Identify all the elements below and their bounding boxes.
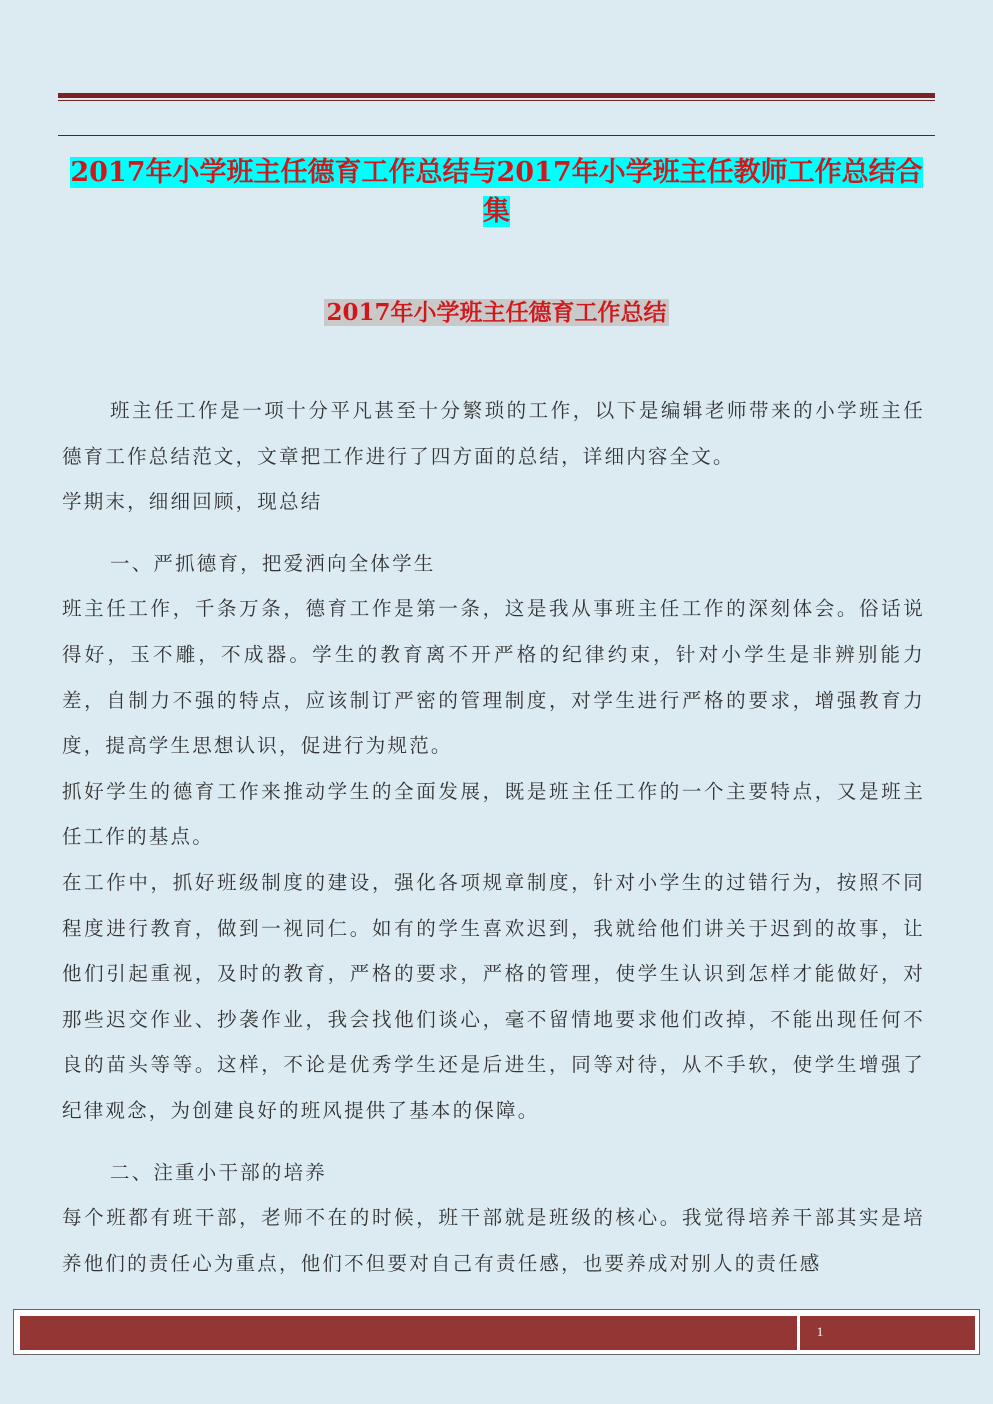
paragraph-moral-education: 班主任工作，千条万条，德育工作是第一条，这是我从事班主任工作的深刻体会。俗话说得好，玉不雕，不成器。学生的教育离不开严格的纪律约束，针对小学生是非辨别能力差，自制力不强的特点，应该制订严密的管理制度，对学生进行严格的要求，增强教育力度，提高学生思想认识，促进行为规范。: [62, 597, 925, 758]
section-title: 2017年小学班主任德育工作总结: [326, 299, 667, 326]
footer-bar-right: [800, 1316, 975, 1350]
page-number: 1: [816, 1324, 824, 1339]
paragraph-class-leaders: 每个班都有班干部，老师不在的时候，班干部就是班级的核心。我觉得培养干部其实是培养他们的责任心为重点，他们不但要对自己有责任感，也要养成对别人的责任感: [62, 1206, 925, 1275]
paragraph-summary-lead: 学期末，细细回顾，现总结: [62, 490, 323, 514]
paragraph-foundation: 抓好学生的德育工作来推动学生的全面发展，既是班主任工作的一个主要特点，又是班主任工作的基点。: [62, 779, 925, 849]
heading-section-1: 一、严抓德育，把爱洒向全体学生: [110, 551, 436, 575]
header-rule-accent: [58, 100, 935, 101]
footer-bar-left: [20, 1316, 797, 1350]
header-rule-thick: [58, 93, 935, 98]
page-footer: [13, 1309, 980, 1355]
paragraph-intro: 班主任工作是一项十分平凡甚至十分繁琐的工作，以下是编辑老师带来的小学班主任德育工作总结范文，文章把工作进行了四方面的总结，详细内容全文。: [62, 399, 925, 468]
heading-section-2: 二、注重小干部的培养: [110, 1160, 328, 1184]
paragraph-class-rules: 在工作中，抓好班级制度的建设，强化各项规章制度，针对小学生的过错行为，按照不同程度进行教育，做到一视同仁。如有的学生喜欢迟到，我就给他们讲关于迟到的故事，让他们引起重视，及时的教育，严格的要求，严格的管理，使学生认识到怎样才能做好，对那些迟交作业、抄袭作业，我会找他们谈心，毫不留情地要求他们改掉，不能出现任何不良的苗头等等。这样，不论是优秀学生还是后进生，同等对待，从不手软，使学生增强了纪律观念，为创建良好的班风提供了基本的保障。: [62, 870, 925, 1122]
document-title: 2017年小学班主任德育工作总结与2017年小学班主任教师工作总结合集: [70, 157, 923, 227]
header-rule-thin: [58, 135, 935, 136]
body-text: [62, 388, 925, 1286]
